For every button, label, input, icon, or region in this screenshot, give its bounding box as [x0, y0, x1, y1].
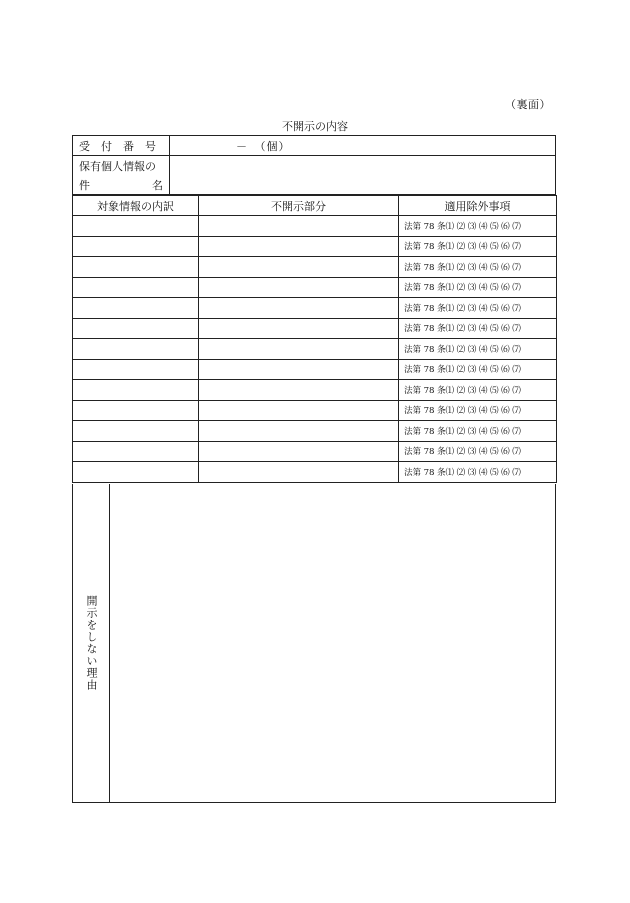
- part-cell[interactable]: [199, 400, 399, 421]
- reason-text-area[interactable]: [110, 484, 555, 802]
- exemption-cell[interactable]: 法第 78 条⑴ ⑵ ⑶ ⑷ ⑸ ⑹ ⑺: [399, 339, 557, 360]
- nondisclosure-reason-box: [72, 484, 556, 803]
- item-cell[interactable]: [73, 462, 199, 483]
- table-row: [73, 421, 557, 442]
- item-cell[interactable]: [73, 298, 199, 319]
- exemption-cell[interactable]: 法第 78 条⑴ ⑵ ⑶ ⑷ ⑸ ⑹ ⑺: [399, 441, 557, 462]
- item-cell[interactable]: [73, 359, 199, 380]
- personal-info-name-row-1: [73, 156, 556, 176]
- part-cell[interactable]: [199, 441, 399, 462]
- exemption-cell[interactable]: 法第 78 条⑴ ⑵ ⑶ ⑷ ⑸ ⑹ ⑺: [399, 236, 557, 257]
- exemption-cell[interactable]: 法第 78 条⑴ ⑵ ⑶ ⑷ ⑸ ⑹ ⑺: [399, 298, 557, 319]
- table-header-row: [73, 196, 557, 216]
- part-cell[interactable]: [199, 298, 399, 319]
- column-header-exemption: 適用除外事項: [399, 196, 557, 216]
- item-cell[interactable]: [73, 441, 199, 462]
- receipt-number-row: [73, 136, 556, 156]
- table-row: [73, 339, 557, 360]
- item-cell[interactable]: [73, 380, 199, 401]
- part-cell[interactable]: [199, 339, 399, 360]
- receipt-number-value: － （個）: [236, 139, 291, 153]
- exemption-cell[interactable]: 法第 78 条⑴ ⑵ ⑶ ⑷ ⑸ ⑹ ⑺: [399, 359, 557, 380]
- exemption-cell[interactable]: 法第 78 条⑴ ⑵ ⑶ ⑷ ⑸ ⑹ ⑺: [399, 257, 557, 278]
- receipt-number-label: 受 付 番 号: [73, 136, 170, 156]
- table-row: [73, 400, 557, 421]
- part-cell[interactable]: [199, 421, 399, 442]
- nondisclosure-table: [72, 195, 557, 483]
- part-cell[interactable]: [199, 359, 399, 380]
- table-row: [73, 359, 557, 380]
- part-cell[interactable]: [199, 380, 399, 401]
- exemption-cell[interactable]: 法第 78 条⑴ ⑵ ⑶ ⑷ ⑸ ⑹ ⑺: [399, 400, 557, 421]
- part-cell[interactable]: [199, 257, 399, 278]
- table-row: [73, 462, 557, 483]
- column-header-item: 対象情報の内訳: [73, 196, 199, 216]
- table-row: [73, 216, 557, 237]
- name-label-right-char: 名: [152, 178, 163, 192]
- name-label-left-char: 件: [79, 178, 90, 192]
- item-cell[interactable]: [73, 236, 199, 257]
- header-table: [72, 135, 556, 195]
- item-cell[interactable]: [73, 421, 199, 442]
- table-row: [73, 298, 557, 319]
- personal-info-name-label-line1: 保有個人情報の: [73, 156, 170, 176]
- table-row: [73, 441, 557, 462]
- exemption-cell[interactable]: 法第 78 条⑴ ⑵ ⑶ ⑷ ⑸ ⑹ ⑺: [399, 318, 557, 339]
- form-title: 不開示の内容: [282, 120, 348, 133]
- item-cell[interactable]: [73, 257, 199, 278]
- item-cell[interactable]: [73, 339, 199, 360]
- exemption-cell[interactable]: 法第 78 条⑴ ⑵ ⑶ ⑷ ⑸ ⑹ ⑺: [399, 277, 557, 298]
- receipt-number-field[interactable]: [170, 136, 556, 156]
- table-row: [73, 380, 557, 401]
- exemption-cell[interactable]: 法第 78 条⑴ ⑵ ⑶ ⑷ ⑸ ⑹ ⑺: [399, 216, 557, 237]
- part-cell[interactable]: [199, 216, 399, 237]
- exemption-cell[interactable]: 法第 78 条⑴ ⑵ ⑶ ⑷ ⑸ ⑹ ⑺: [399, 380, 557, 401]
- part-cell[interactable]: [199, 277, 399, 298]
- reason-label: 開示をしない理由: [85, 595, 98, 691]
- table-row: [73, 277, 557, 298]
- table-row: [73, 236, 557, 257]
- item-cell[interactable]: [73, 216, 199, 237]
- reason-label-column: [73, 484, 110, 802]
- personal-info-name-label-line2: [73, 175, 170, 195]
- table-row: [73, 318, 557, 339]
- table-row: [73, 257, 557, 278]
- page-side-label: （裏面）: [505, 98, 551, 111]
- exemption-cell[interactable]: 法第 78 条⑴ ⑵ ⑶ ⑷ ⑸ ⑹ ⑺: [399, 462, 557, 483]
- personal-info-name-field[interactable]: [170, 156, 556, 195]
- column-header-part: 不開示部分: [199, 196, 399, 216]
- item-cell[interactable]: [73, 318, 199, 339]
- part-cell[interactable]: [199, 462, 399, 483]
- item-cell[interactable]: [73, 277, 199, 298]
- part-cell[interactable]: [199, 236, 399, 257]
- part-cell[interactable]: [199, 318, 399, 339]
- exemption-cell[interactable]: 法第 78 条⑴ ⑵ ⑶ ⑷ ⑸ ⑹ ⑺: [399, 421, 557, 442]
- item-cell[interactable]: [73, 400, 199, 421]
